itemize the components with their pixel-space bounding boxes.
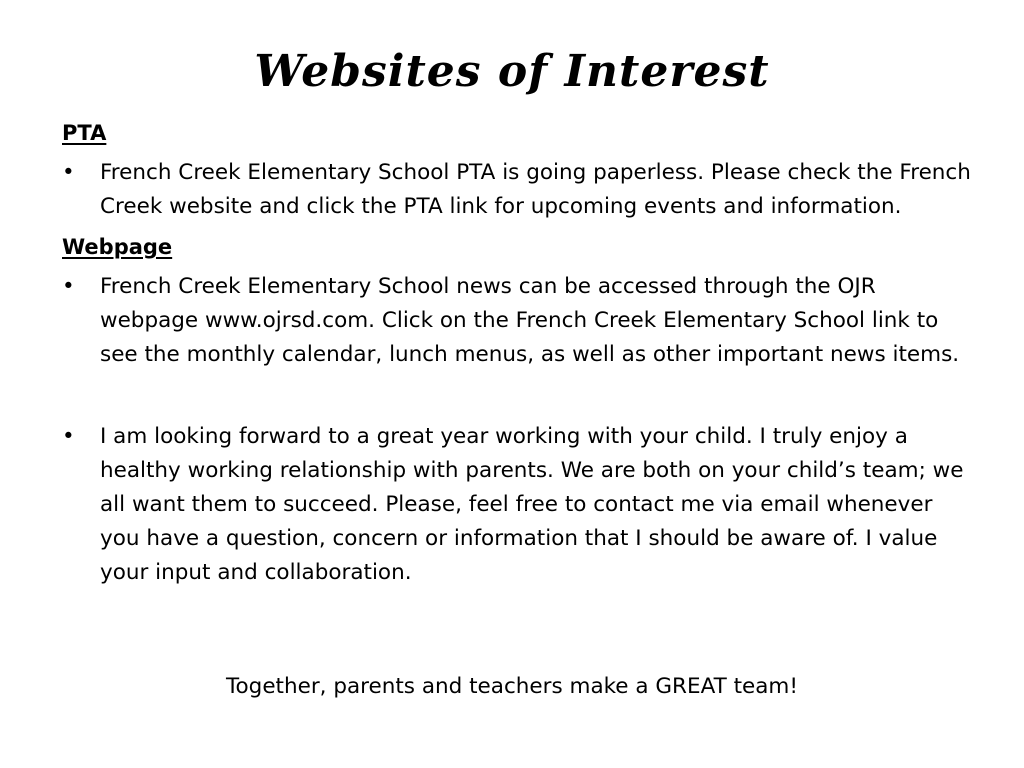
teacher-note-text: I am looking forward to a great year working with your child. I truly enjoy a healthy working relationship with parents. We are both on your child’s team; we all want them to succeed. Please, feel free to contact me via email whenever you have a question, concern or information that I should be aware of. I value your input and collaboration. [100,424,964,585]
pta-bullet-text: French Creek Elementary School PTA is going paperless. Please check the French Creek website and click the PTA link for upcoming events and information. [100,160,971,219]
bullet-icon: • [62,160,75,185]
webpage-heading: Webpage [62,235,173,259]
webpage-bullet-item [62,270,972,372]
webpage-bullet-text: French Creek Elementary School news can be accessed through the OJR webpage www.ojrsd.com. Click on the French Creek Elementary School link to see the monthly calendar, lunch menus, as well as other important news items. [100,274,960,367]
bullet-icon: • [62,424,75,449]
slide-body [62,116,972,590]
pta-bullet-item [62,156,972,224]
teacher-note-bullet-item [62,420,972,590]
closing-line: Together, parents and teachers make a GREAT team! [226,674,798,699]
bullet-icon: • [62,274,75,299]
pta-heading: PTA [62,121,107,145]
slide-title: Websites of Interest [254,46,770,97]
